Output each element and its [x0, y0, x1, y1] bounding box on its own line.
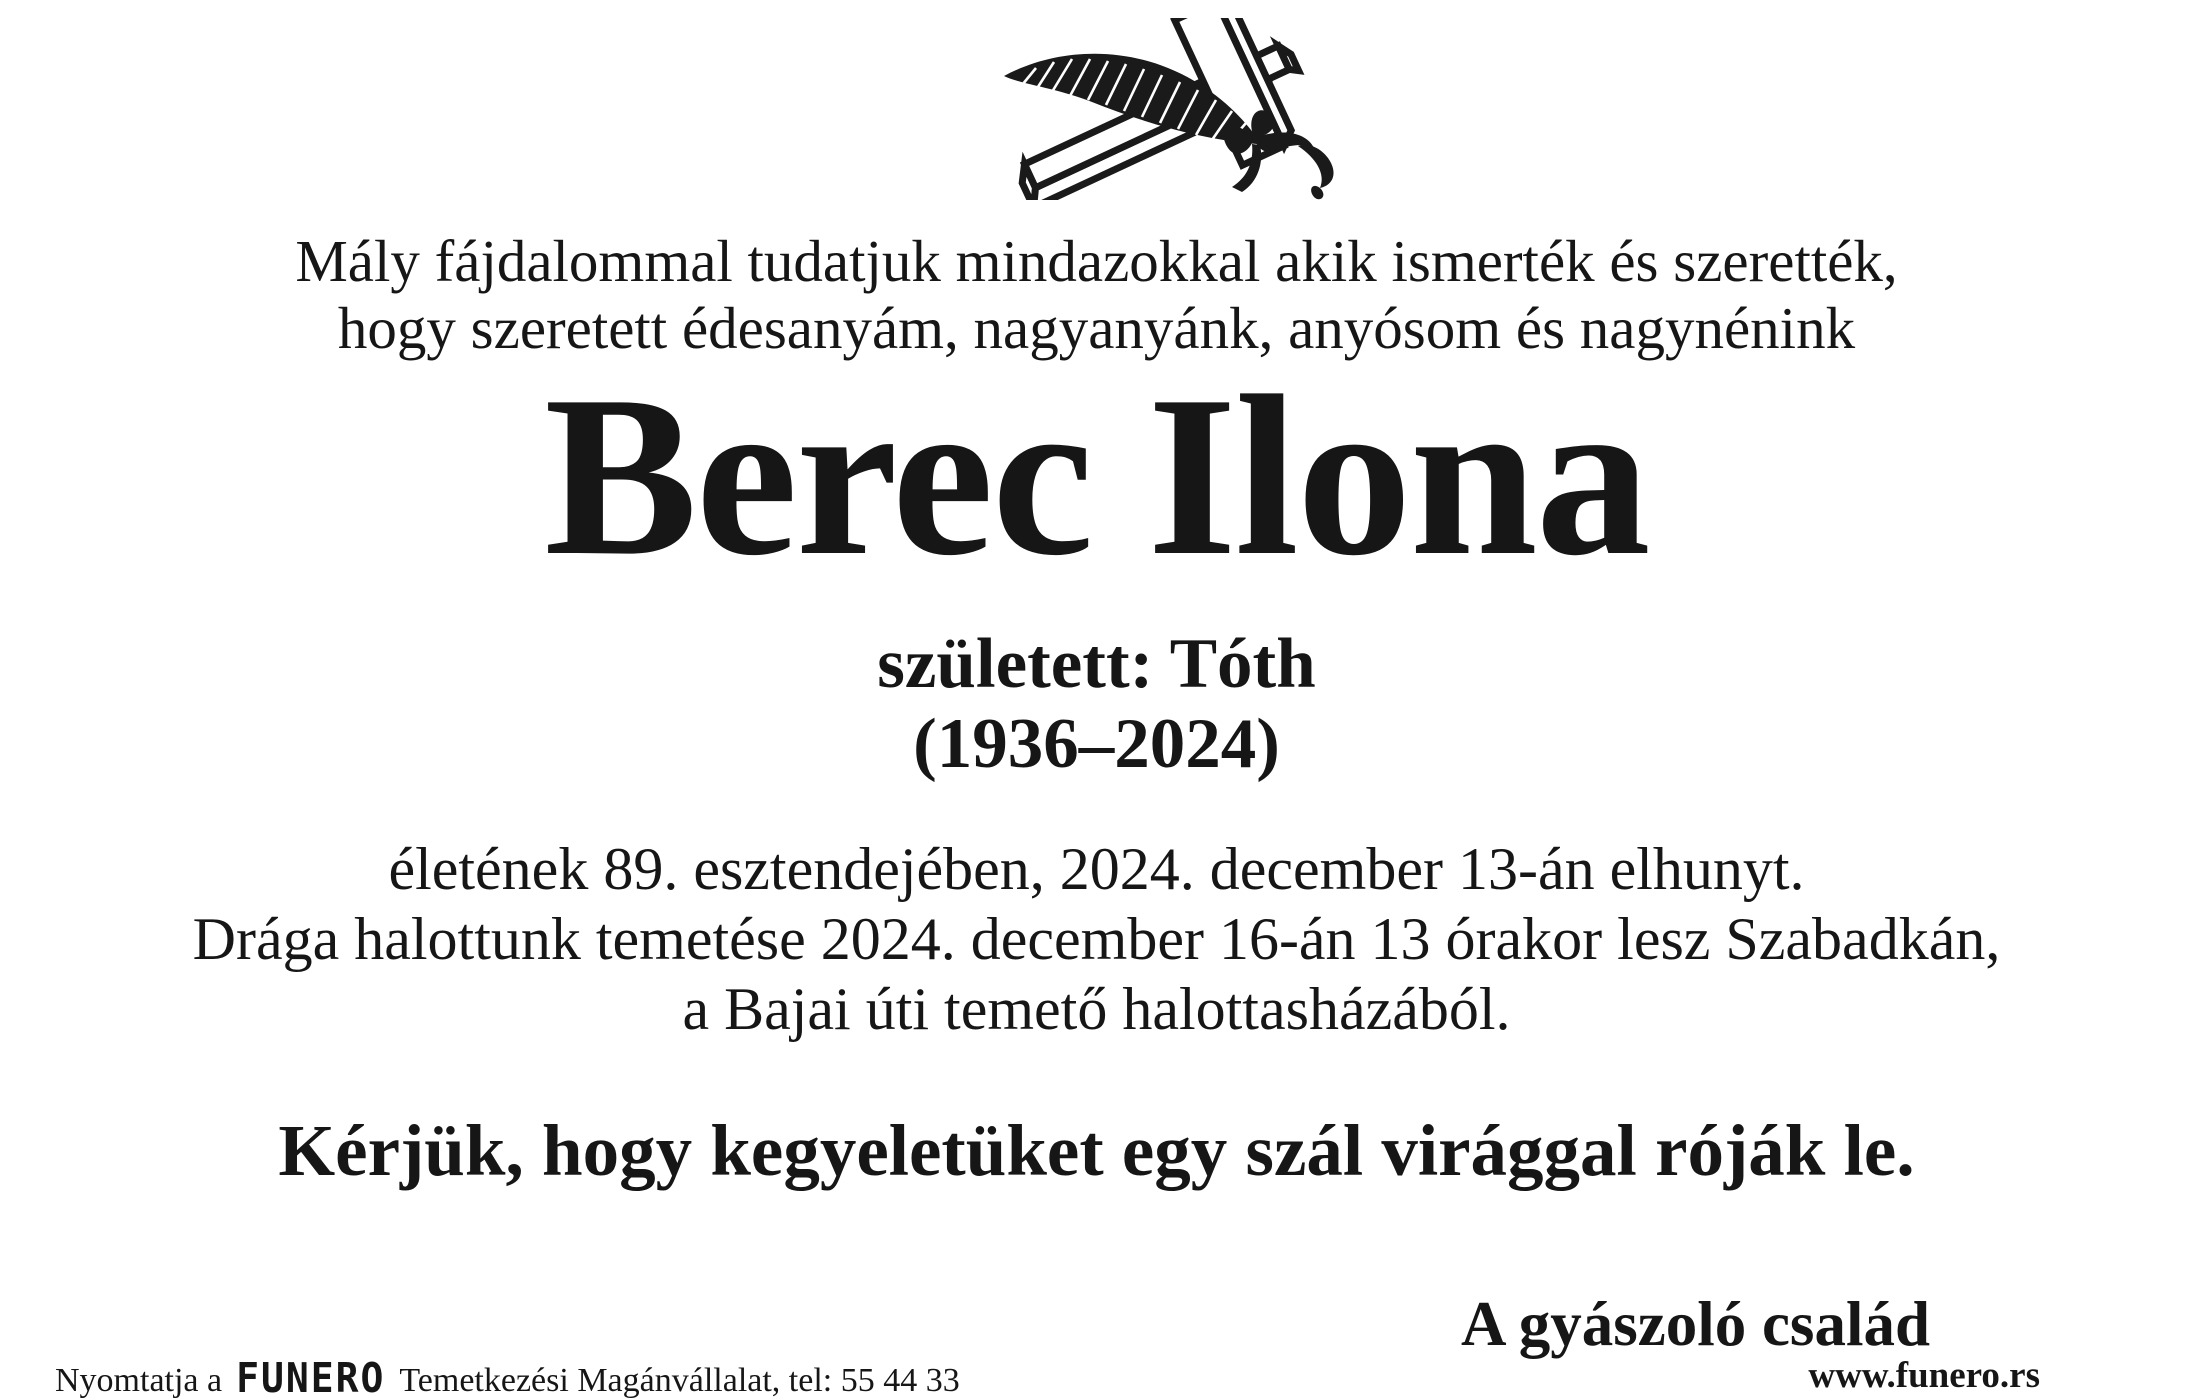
detail-line-2: Drága halottunk temetése 2024. december 16-án 13 órakor lesz Szabadkán,	[192, 906, 2001, 972]
request-line: Kérjük, hogy kegyeletüket egy szál virággal róják le.	[278, 1110, 1915, 1191]
footer-website: www.funero.rs	[1808, 1355, 2040, 1396]
cross-and-feather-icon	[1002, 18, 1350, 200]
printer-prefix: Nyomtatja a	[55, 1362, 223, 1399]
intro-text	[0, 228, 2193, 362]
funero-logo: FUNERO	[236, 1354, 386, 1400]
life-years: (1936–2024)	[913, 705, 1280, 783]
maiden-name: született: Tóth	[877, 625, 1316, 703]
funeral-details	[0, 834, 2193, 1044]
printer-suffix: Temetkezési Magánvállalat, tel: 55 44 33	[399, 1362, 960, 1399]
intro-line-1: Mály fájdalommal tudatjuk mindazokkal akik ismerték és szerették,	[295, 228, 1898, 294]
footer-printer	[55, 1356, 960, 1400]
detail-line-1: életének 89. esztendejében, 2024. december 13-án elhunyt.	[388, 836, 1805, 902]
detail-line-3: a Bajai úti temető halottasházából.	[682, 976, 1511, 1042]
deceased-name: Berec Ilona	[544, 348, 1649, 603]
signature: A gyászoló család	[1460, 1289, 1930, 1359]
intro-line-2: hogy szeretett édesanyám, nagyanyánk, anyósom és nagynénink	[337, 295, 1856, 361]
